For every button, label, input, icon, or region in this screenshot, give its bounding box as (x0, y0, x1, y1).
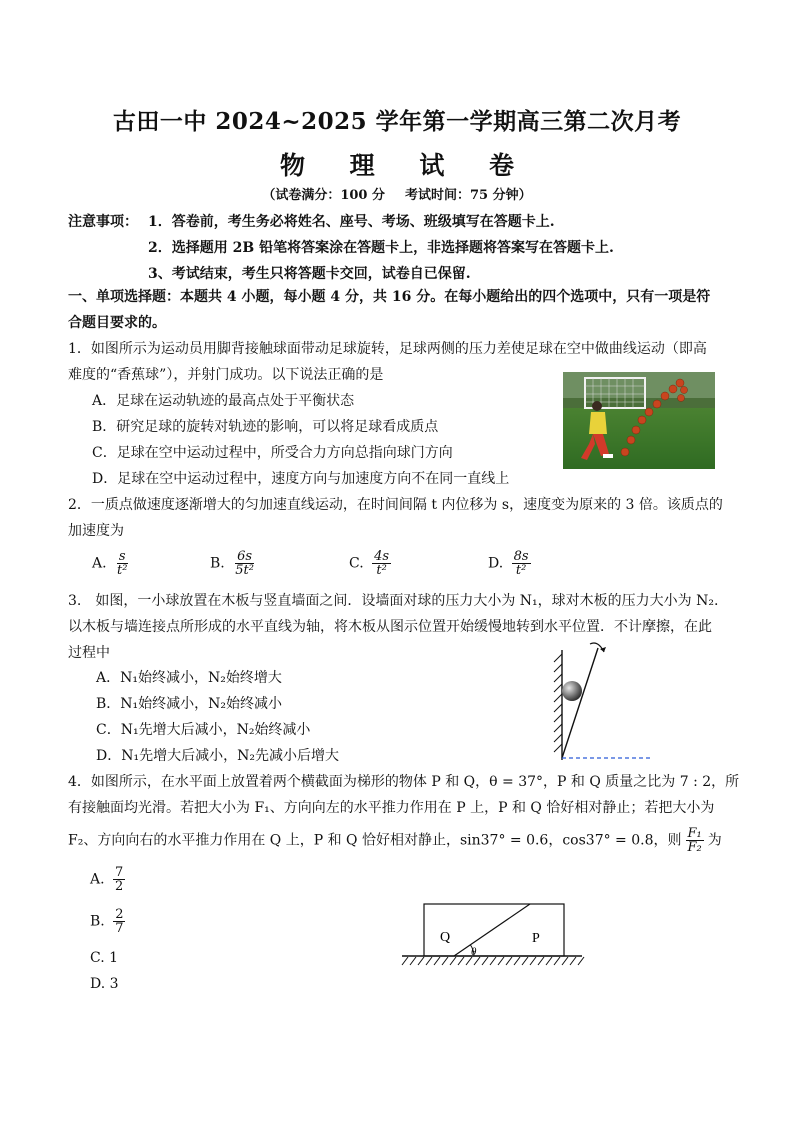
q4-stem-line3 (68, 827, 722, 854)
q4-a-den: 2 (115, 879, 124, 894)
q2-option-a (92, 550, 133, 577)
note-item-1: 1．答卷前，考生务必将姓名、座号、考场、班级填写在答题卡上. (148, 214, 555, 230)
q3-stem-line1: 3. 如图，一小球放置在木板与竖直墙面之间．设墙面对球的压力大小为 N₁，球对木板的压力大小为 N₂. (68, 593, 719, 609)
q4-a-num: 7 (115, 865, 124, 880)
q2-d-num: 8s (513, 549, 529, 564)
q2-option-d (488, 550, 535, 577)
q1-option-d: D．足球在空中运动过程中，速度方向与加速度方向不在同一直线上 (92, 471, 510, 487)
notes-label: 注意事项： (68, 214, 138, 230)
block-p-label: P (532, 931, 540, 946)
section-heading-cont: 合题目要求的。 (68, 315, 166, 331)
q4-option-d-value: 3 (109, 976, 119, 992)
q3-stem-line2: 以木板与墙连接点所形成的水平直线为轴，将木板从图示位置开始缓慢地转到水平位置．不计摩擦，在此 (68, 619, 712, 635)
q2-option-a-fraction (115, 550, 129, 577)
q2-option-c-letter: C. (349, 555, 364, 572)
block-q-label: Q (440, 930, 451, 945)
q2-option-c (349, 550, 395, 577)
q3-stem-line3: 过程中 (68, 645, 110, 661)
q4-stem-line3-b: 为 (707, 832, 722, 849)
q4-option-c-letter: C. (90, 950, 105, 966)
q4-option-b-fraction (113, 908, 125, 935)
q2-a-num: s (118, 549, 126, 564)
q2-option-a-letter: A. (92, 555, 107, 572)
angle-theta-label: θ (471, 946, 477, 958)
q2-option-b-letter: B. (210, 555, 225, 572)
q2-option-d-letter: D. (488, 555, 504, 572)
q3-option-b: B．N₁始终减小，N₂始终减小 (96, 696, 283, 712)
q4-option-b-letter: B. (90, 913, 105, 930)
q3-option-c: C．N₁先增大后减小，N₂始终减小 (96, 722, 311, 738)
q3-option-a: A．N₁始终减小，N₂始终增大 (96, 670, 282, 686)
q4-ratio-fraction (686, 827, 704, 854)
q2-b-num: 6s (237, 549, 253, 564)
q1-stem-line1: 1．如图所示为运动员用脚背接触球面带动足球旋转，足球两侧的压力差使足球在空中做曲线运动（即高 (68, 341, 707, 357)
q4-ratio-den: F₂ (687, 840, 702, 855)
q4-stem-line2: 有接触面均光滑。若把大小为 F₁、方向向左的水平推力作用在 P 上，P 和 Q 恰好相对静止；若把大小为 (68, 800, 715, 816)
exam-info (0, 184, 794, 203)
soccer-kick-photo (563, 372, 715, 469)
q4-option-c-value: 1 (109, 950, 119, 966)
q4-b-num: 2 (115, 907, 124, 922)
trapezoid-blocks-diagram (398, 900, 588, 972)
note-item-3: 3、考试结束，考生只将答题卡交回，试卷自已保留. (148, 266, 471, 282)
q2-c-num: 4s (374, 549, 390, 564)
q2-stem-line1: 2．一质点做速度逐渐增大的匀加速直线运动，在时间间隔 t 内位移为 s，速度变为原来的 3 倍。该质点的 (68, 497, 723, 513)
q4-stem-line3-a: F₂、方向向右的水平推力作用在 Q 上，P 和 Q 恰好相对静止，sin37° = 0.6，cos37° = 0.8，则 (68, 832, 682, 849)
q4-b-den: 7 (115, 921, 124, 936)
section-heading: 一、单项选择题：本题共 4 小题，每小题 4 分，共 16 分。在每小题给出的四个选项中，只有一项是符 (68, 289, 711, 305)
q4-option-d-letter: D. (90, 976, 106, 992)
q4-option-a (90, 866, 129, 893)
q2-option-b-fraction (233, 550, 256, 577)
q4-option-c (90, 950, 118, 967)
exam-score: （试卷满分：100 分 (262, 188, 386, 203)
q4-option-d (90, 976, 119, 993)
q1-option-a: A．足球在运动轨迹的最高点处于平衡状态 (92, 393, 355, 409)
q2-stem-line2: 加速度为 (68, 523, 124, 539)
q2-option-c-fraction (372, 550, 391, 577)
q2-c-den: t² (376, 563, 387, 578)
q2-b-den: 5t² (235, 563, 254, 578)
exam-time: 考试时间：75 分钟） (405, 188, 532, 203)
q4-option-a-letter: A. (90, 871, 105, 888)
q3-option-d: D．N₁先增大后减小，N₂先减小后增大 (96, 748, 339, 764)
q1-option-c: C．足球在空中运动过程中，所受合力方向总指向球门方向 (92, 445, 453, 461)
q2-option-d-fraction (512, 550, 531, 577)
wall-plank-diagram (540, 640, 660, 765)
q2-d-den: t² (515, 563, 527, 578)
q4-stem-line1: 4．如图所示，在水平面上放置着两个横截面为梯形的物体 P 和 Q，θ = 37°，P 和 Q 质量之比为 7 : 2，所 (68, 774, 740, 790)
q2-a-den: t² (117, 563, 128, 578)
note-item-2: 2．选择题用 2B 铅笔将答案涂在答题卡上，非选择题将答案写在答题卡上. (148, 240, 614, 256)
q4-ratio-num: F₁ (687, 826, 702, 841)
q1-stem-line2: 难度的“香蕉球”），并射门成功。以下说法正确的是 (68, 367, 384, 383)
exam-subtitle: 物 理 试 卷 (279, 151, 533, 180)
q4-option-a-fraction (113, 866, 125, 893)
q4-option-b (90, 908, 129, 935)
q1-option-b: B．研究足球的旋转对轨迹的影响，可以将足球看成质点 (92, 419, 439, 435)
exam-title: 古田一中 2024~2025 学年第一学期高三第二次月考 (112, 108, 682, 135)
q2-option-b (210, 550, 260, 577)
